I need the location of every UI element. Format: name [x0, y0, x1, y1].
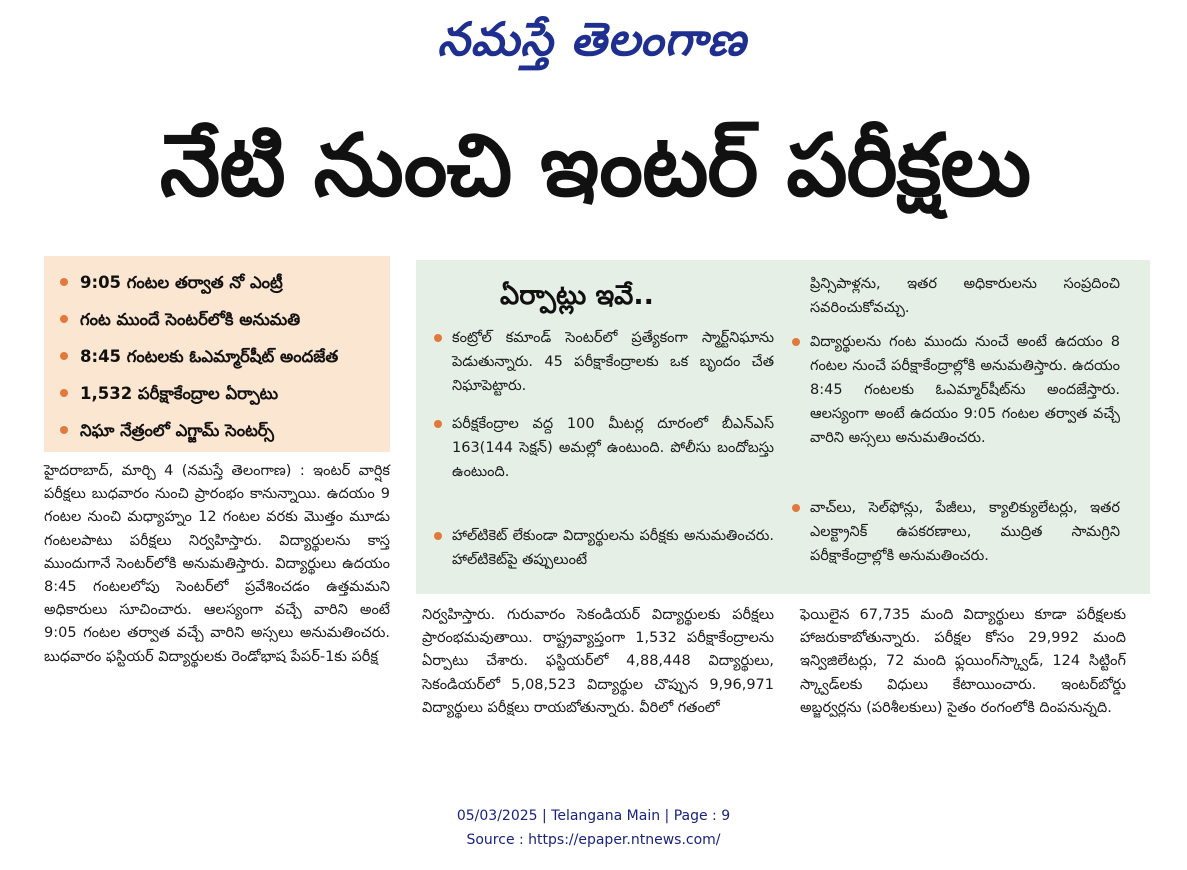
highlight-item — [60, 301, 390, 338]
arrangement-text: విద్యార్థులను గంట ముందు నుంచే అంటే ఉదయం 8 గంటల నుంచే పరీక్షాకేంద్రాల్లోకి అనుమతిస్తారు. ఉదయం 8:45 గంటలకు ఓఎమ్మార్‌షీట్‌ను అందజేస్తారు. ఆలస్యంగా అంటే ఉదయం 9:05 గంటల తర్వాత వచ్చే వారిని అస్సలు అనుమతించరు. — [810, 334, 1120, 446]
arrangement-text: వాచ్‌లు, సెల్‌ఫోన్లు, పేజీలు, క్యాలిక్యులేటర్లు, ఇతర ఎలక్ట్రానిక్ ఉపకరణాలు, ముద్రిత సామగ్రిని పరీక్షాకేంద్రాల్లోకి అనుమతించరు. — [810, 500, 1120, 564]
highlight-text: 1,532 పరీక్షాకేంద్రాల ఏర్పాటు — [80, 384, 279, 403]
footer-date-line: 05/03/2025 | Telangana Main | Page : 9 — [456, 808, 731, 824]
bullet-icon — [792, 504, 800, 512]
article-column-2: నిర్వహిస్తారు. గురువారం సెకండియర్ విద్యార్థులకు పరీక్షలు ప్రారంభమవుతాయి. రాష్ట్రవ్యాప్తంగా 1,532 పరీక్షాకేంద్రాలను ఏర్పాటు చేశారు. ఫస్టియర్‌లో 4,88,448 విద్యార్థులు, సెకండియర్‌లో 5,08,523 విద్యార్థుల చొప్పున 9,96,971 విద్యార్థులు పరీక్షలు రాయబోతున్నారు. వీరిలో గతంలో — [422, 607, 774, 716]
bullet-icon — [60, 315, 68, 323]
article-headline: నేటి నుంచి ఇంటర్ పరీక్షలు — [159, 116, 1031, 216]
arrangement-text: పరీక్షకేంద్రాల వద్ద 100 మీటర్ల దూరంలో బీఎన్‌ఎస్ 163(144 సెక్షన్) అమల్లో ఉంటుంది. పోలీసు బందోబస్తు ఉంటుంది. — [452, 416, 774, 480]
arrangement-item — [452, 326, 774, 398]
highlight-text: నిఘా నేత్రంలో ఎగ్జామ్ సెంటర్స్ — [80, 421, 274, 440]
bullet-icon — [792, 338, 800, 346]
highlight-text: గంట ముందే సెంటర్‌లోకి అనుమతి — [80, 310, 301, 329]
arrangement-text: కంట్రోల్ కమాండ్ సెంటర్‌లో ప్రత్యేకంగా స్మార్ట్‌నిఘాను పెడుతున్నారు. 45 పరీక్షాకేంద్రాలకు ఒక బృందం చేత నిఘాపెట్టారు. — [452, 330, 774, 394]
arrangements-title: ఏర్పాట్లు ఇవే.. — [500, 280, 654, 311]
bullet-icon — [60, 426, 68, 434]
highlight-text: 9:05 గంటల తర్వాత నో ఎంట్రీ — [80, 273, 283, 292]
highlight-text: 8:45 గంటలకు ఓఎమ్మార్‌షీట్ అందజేత — [80, 347, 339, 366]
highlights-box — [44, 256, 390, 452]
arrangement-continuation: ప్రిన్సిపాళ్లను, ఇతర అధికారులను సంప్రదించి సవరించుకోవచ్చు. — [810, 276, 1120, 316]
highlight-item — [60, 375, 390, 412]
bullet-icon — [434, 532, 442, 540]
highlight-item — [60, 338, 390, 375]
article-column-3: ఫెయిలైన 67,735 మంది విద్యార్థులు కూడా పరీక్షలకు హాజరుకాబోతున్నారు. పరీక్షల కోసం 29,992 మంది ఇన్విజిలేటర్లు, 72 మంది ఫ్లయింగ్‌స్క్వాడ్, 124 సిట్టింగ్ స్క్వాడ్‌లకు విధులు కేటాయించారు. ఇంటర్‌బోర్డు అబ్జర్వర్లను (పరిశీలకులు) సైతం రంగంలోకి దింపనున్నది. — [800, 607, 1126, 716]
bullet-icon — [60, 389, 68, 397]
arrangement-text: హాల్‌టికెట్ లేకుండా విద్యార్థులను పరీక్షకు అనుమతించరు. హాల్‌టికెట్‌పై తప్పులుంటే — [452, 528, 774, 568]
footer-source-line: Source : https://epaper.ntnews.com/ — [466, 832, 721, 848]
arrangement-item — [452, 524, 774, 572]
article-column-1: హైదరాబాద్, మార్చి 4 (నమస్తే తెలంగాణ) : ఇంటర్ వార్షిక పరీక్షలు బుధవారం నుంచి ప్రారంభం కానున్నాయి. ఉదయం 9 గంటల నుంచి మధ్యాహ్నం 12 గంటల వరకు మొత్తం మూడు గంటలపాటు పరీక్షలు నిర్వహిస్తారు. విద్యార్థులను కాస్త ముందుగానే సెంటర్‌లోకి అనుమతిస్తారు. విద్యార్థులు ఉదయం 8:45 గంటలలోపు సెంటర్‌లో ప్రవేశించడం ఉత్తమమని అధికారులు సూచించారు. ఆలస్యంగా వచ్చే వారిని అంటే 9:05 గంటల తర్వాత వచ్చే వారిని అస్సలు అనుమతించరు. బుధవారం ఫస్టియర్ విద్యార్థులకు రెండోభాష పేపర్-1కు పరీక్ష — [44, 463, 390, 665]
bullet-icon — [434, 334, 442, 342]
bullet-icon — [60, 352, 68, 360]
highlight-item — [60, 412, 390, 449]
highlight-item — [60, 264, 390, 301]
arrangement-item — [810, 330, 1120, 450]
newspaper-masthead: నమస్తే తెలంగాణ — [437, 12, 747, 66]
bullet-icon — [434, 420, 442, 428]
arrangement-item — [810, 496, 1120, 568]
arrangement-item — [452, 412, 774, 484]
bullet-icon — [60, 278, 68, 286]
